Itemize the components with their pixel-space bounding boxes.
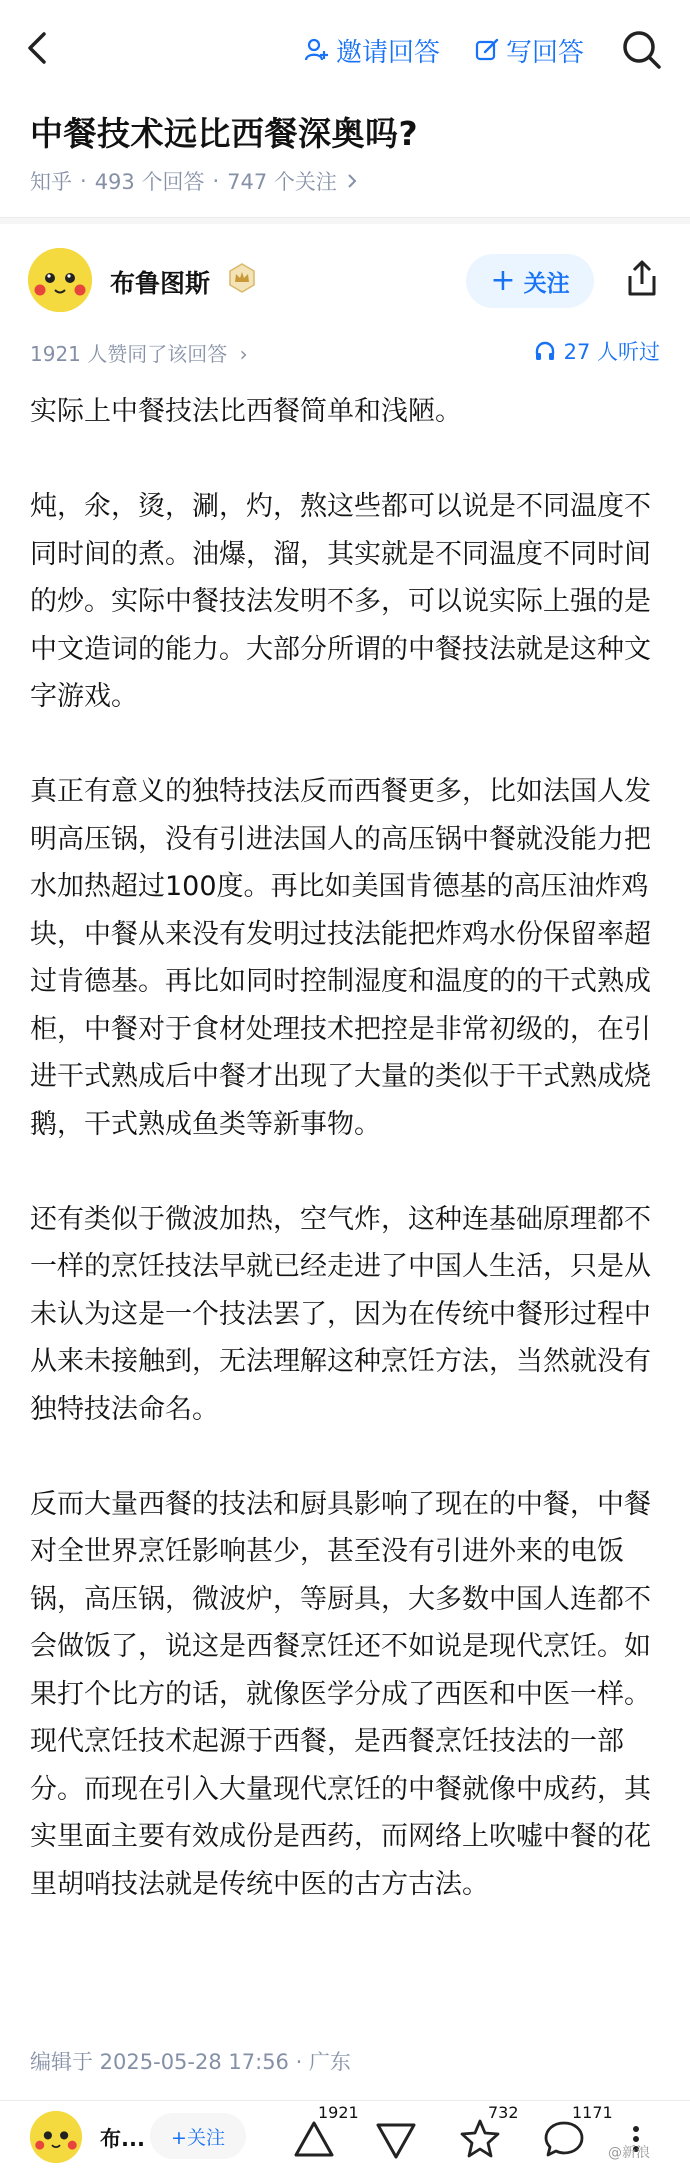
watermark: @新浪 [608, 2145, 650, 2161]
upvote-icon[interactable] [292, 2117, 336, 2161]
follow-label: 关注 [523, 270, 570, 297]
section-divider [0, 217, 690, 224]
avatar[interactable] [30, 2111, 82, 2163]
upvote-count: 1921 [318, 2103, 359, 2122]
question-source: 知乎 [30, 170, 72, 194]
chevron-right-icon [343, 172, 361, 190]
meta-separator: · [212, 169, 220, 193]
author-row [0, 238, 690, 328]
answer-paragraph: 实际上中餐技法比西餐简单和浅陋。 [30, 396, 462, 427]
headphones-icon [534, 340, 556, 362]
answer-paragraph: 炖，氽，烫，涮，灼，熬这些都可以说是不同温度不同时间的煮。油爆，溜，其实就是不同温度不同时间的炒。实际中餐技法发明不多，可以说实际上强的是中文造词的能力。大部分所谓的中餐技法就是这种文字游戏。 [30, 491, 651, 712]
answer-paragraph: 真正有意义的独特技法反而西餐更多，比如法国人发明高压锅，没有引进法国人的高压锅中餐就没能力把水加热超过100度。再比如美国肯德基的高压油炸鸡块，中餐从来没有发明过技法能把炸鸡水份保留率超过肯德基。再比如同时控制湿度和温度的的干式熟成柜，中餐对于食材处理技术把控是非常初级的，在引进干式熟成后中餐才出现了大量的类似于干式熟成烧鹅，干式熟成鱼类等新事物。 [30, 776, 651, 1140]
star-icon[interactable] [458, 2117, 502, 2161]
crown-badge-icon [226, 262, 258, 294]
comment-icon[interactable] [542, 2117, 586, 2161]
write-label: 写回答 [506, 37, 585, 68]
listen-text: 27 人听过 [563, 340, 660, 364]
question-meta[interactable] [30, 166, 361, 196]
answer-paragraph: 反而大量西餐的技法和厨具影响了现在的中餐，中餐对全世界烹饪影响甚少，甚至没有引进外来的电饭锅，高压锅，微波炉，等厨具，大多数中国人连都不会做饭了，说这是西餐烹饪还不如说是现代烹饪。如果打个比方的话，就像医学分成了西医和中医一样。现代烹饪技术起源于西餐，是西餐烹饪技法的一部分。而现在引入大量现代烹饪的中餐就像中成药，其实里面主要有效成份是西药，而网络上吹嘘中餐的花里胡哨技法就是传统中医的古方古法。 [30, 1488, 651, 1900]
edit-timestamp: 编辑于 2025-05-28 17:56 · 广东 [30, 2050, 351, 2074]
write-answer-button[interactable] [474, 30, 584, 70]
share-icon[interactable] [622, 256, 662, 300]
chevron-right-icon: › [239, 342, 248, 366]
likes-text: 1921 人赞同了该回答 [30, 342, 228, 366]
likes-summary[interactable] [30, 338, 248, 367]
plus-icon: + [490, 263, 516, 298]
downvote-icon[interactable] [374, 2117, 418, 2161]
search-icon[interactable] [620, 28, 664, 72]
user-plus-icon [304, 37, 330, 63]
avatar[interactable] [28, 248, 92, 312]
star-count: 732 [488, 2103, 519, 2122]
follow-button[interactable]: +关注 [150, 2113, 246, 2159]
listen-count[interactable] [534, 336, 660, 366]
author-name[interactable]: 布鲁图斯 [110, 269, 211, 298]
top-bar [0, 0, 690, 98]
answer-paragraph: 还有类似于微波加热，空气炸，这种连基础原理都不一样的烹饪技法早就已经走进了中国人生活，只是从未认为这是一个技法罢了，因为在传统中餐形过程中从来未接触到，无法理解这种烹饪方法，当然就没有独特技法命名。 [30, 1203, 651, 1425]
edit-icon [474, 37, 500, 63]
follow-button[interactable] [466, 254, 594, 308]
question-title[interactable]: 中餐技术远比西餐深奥吗? [30, 114, 419, 153]
comment-count: 1171 [572, 2103, 613, 2122]
meta-separator: · [80, 169, 87, 193]
answer-count: 493 个回答 [94, 170, 205, 194]
invite-answer-button[interactable] [304, 30, 440, 70]
invite-label: 邀请回答 [336, 37, 441, 68]
answer-content [30, 388, 666, 1956]
author-name-short[interactable]: 布... [100, 2127, 145, 2151]
follower-count: 747 个关注 [227, 170, 337, 194]
back-icon[interactable] [22, 26, 62, 70]
bottom-action-bar [0, 2100, 690, 2169]
